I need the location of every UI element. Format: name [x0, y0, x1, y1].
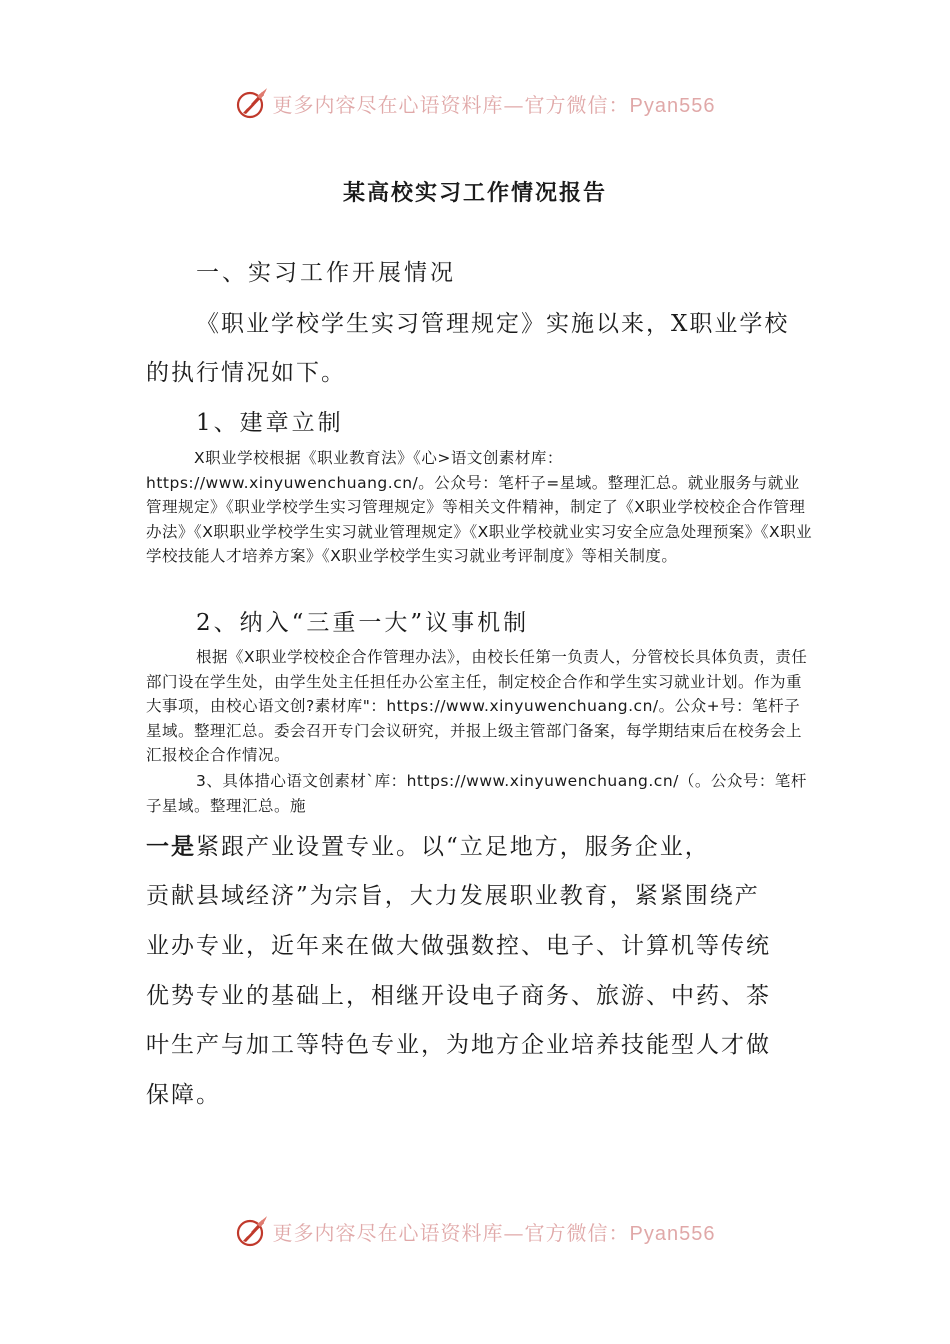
point-1-lead: 一是 — [146, 833, 196, 860]
point-1-line-1-text: 紧跟产业设置专业。以“立足地方，服务企业， — [196, 834, 710, 860]
point-1-line-2: 贡献县域经济”为宗旨，大力发展职业教育，紧紧围绕产 — [146, 883, 760, 909]
quill-logo-icon — [235, 86, 269, 120]
subsection-body-1: X职业学校根据《职业教育法》《心>语文创素材库：https://www.xinyuwenchuang.cn/。公众号：笔杆子=星域。整理汇总。就业服务与就业管理规定》《职业学校学生实习管理规定》等相关文件精神，制定了《X职业学校校企合作管理办法》《X职职业学校学生实习就业管理规定》《X职业学校就业实习安全应急处理预案》《X职业学校技能人才培养方案》《X职业学校学生实习就业考评制度》等相关制度。 — [146, 449, 813, 566]
quill-logo-icon — [235, 1214, 269, 1248]
point-1-line-3: 业办专业，近年来在做大做强数控、电子、计算机等传统 — [146, 933, 771, 959]
point-1-line-1 — [146, 828, 814, 861]
point-1-line-6: 保障。 — [146, 1082, 221, 1108]
banner-slogan: 更多内容尽在心语资料库—官方微信： — [272, 1220, 630, 1245]
banner-text — [273, 89, 716, 118]
header-banner — [0, 78, 950, 128]
point-1-line-4: 优势专业的基础上，相继开设电子商务、旅游、中药、茶 — [146, 983, 771, 1009]
banner-wechat-id: Pyan556 — [629, 1222, 716, 1245]
section-heading-1: 一、实习工作开展情况 — [196, 260, 456, 286]
subsection-heading-2: 2、纳入“三重一大”议事机制 — [196, 610, 530, 636]
intro-line-2: 的执行情况如下。 — [146, 360, 346, 386]
banner-slogan: 更多内容尽在心语资料库—官方微信： — [272, 92, 630, 117]
banner-text — [273, 1217, 716, 1246]
document-title: 某高校实习工作情况报告 — [342, 180, 607, 206]
banner-wechat-id: Pyan556 — [629, 94, 716, 117]
subsection-body-3: 3、具体措心语文创素材`库：https://www.xinyuwenchuang.cn/（。公众号：笔杆子星域。整理汇总。施 — [146, 772, 807, 815]
point-1-line-5: 叶生产与加工等特色专业，为地方企业培养技能型人才做 — [146, 1032, 771, 1058]
subsection-heading-1: 1、建章立制 — [196, 410, 344, 436]
intro-line-1: 《职业学校学生实习管理规定》实施以来，X职业学校 — [196, 311, 790, 337]
footer-banner — [0, 1206, 950, 1256]
subsection-body-2: 根据《X职业学校校企合作管理办法》，由校长任第一负责人，分管校长具体负责，责任部门设在学生处，由学生处主任担任办公室主任，制定校企合作和学生实习就业计划。作为重大事项，由校心语文创?素材库"：https://www.xinyuwenchuang.cn/。公众+号：笔杆子星域。整理汇总。委会召开专门会议研究，并报上级主管部门备案，每学期结束后在校务会上汇报校企合作情况。 — [146, 648, 808, 765]
